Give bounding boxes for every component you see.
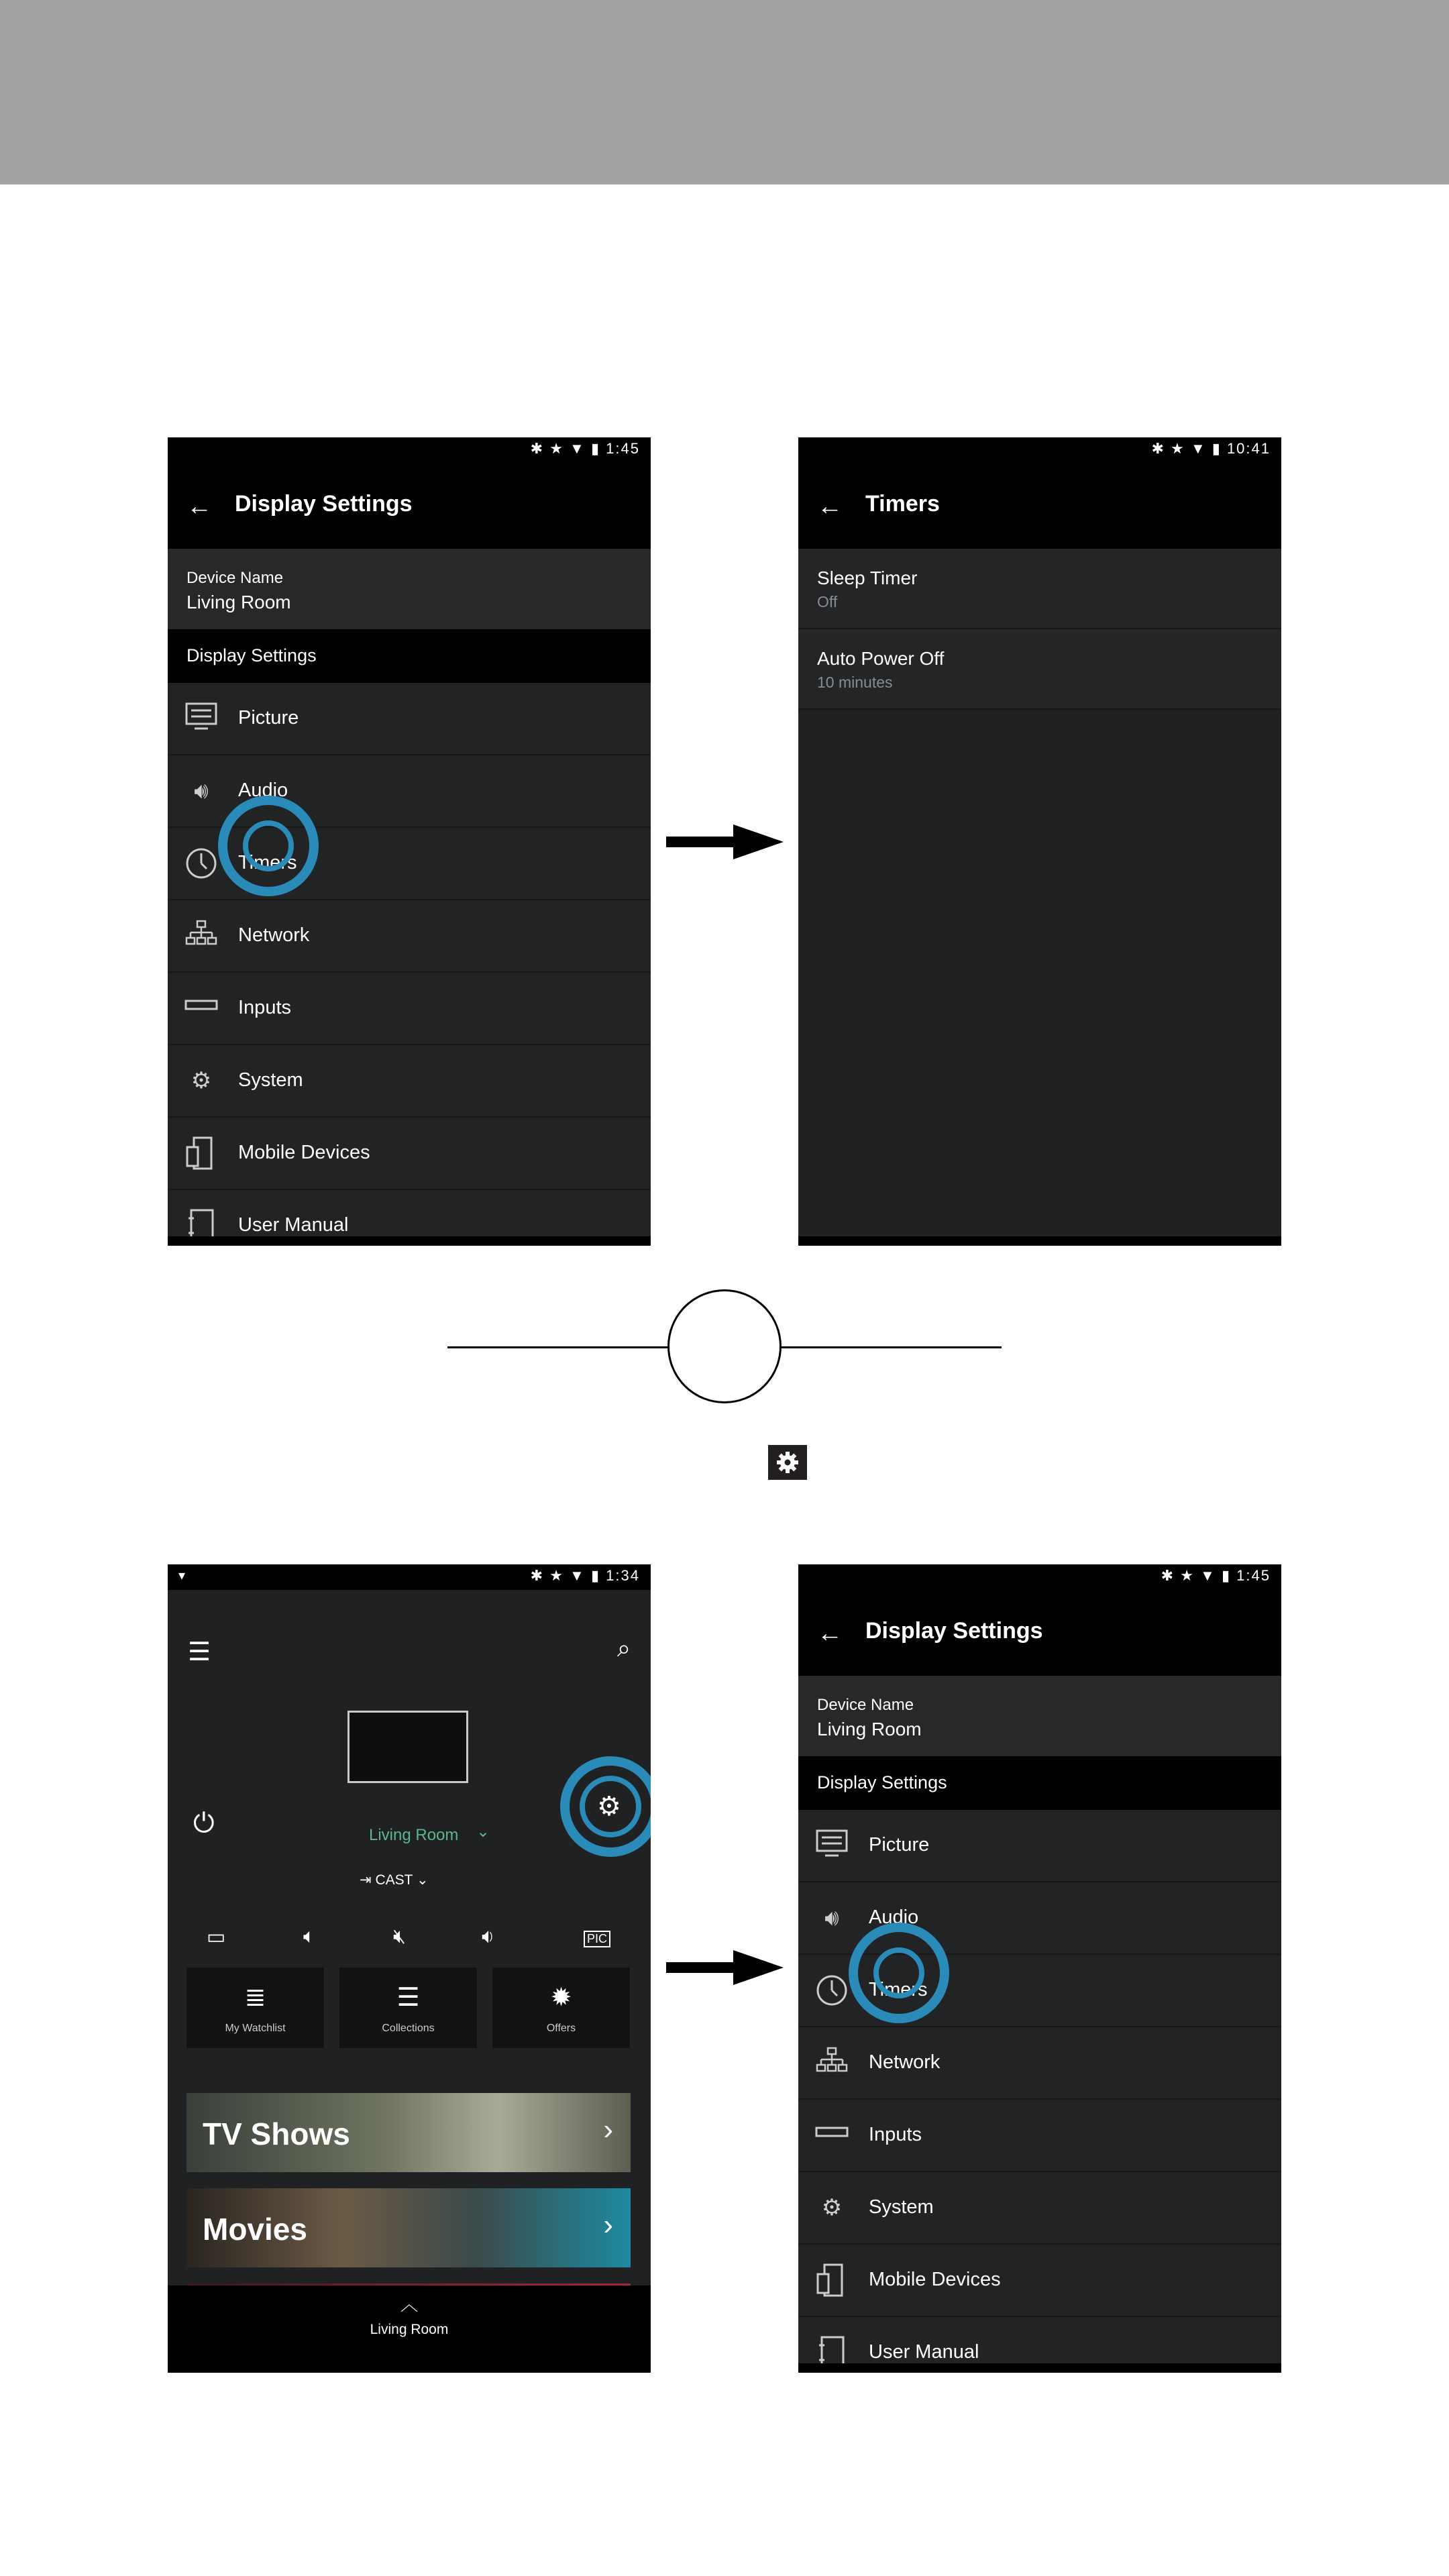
audio-icon: 🔊︎ [824, 1905, 839, 1931]
status-bar [798, 1564, 1281, 1590]
network-icon [184, 919, 219, 953]
chevron-down-icon[interactable]: ⌄ [476, 1823, 490, 1841]
search-icon[interactable]: ⌕ [616, 1634, 631, 1662]
bottom-strip [798, 2363, 1281, 2373]
menu-label-mobile-devices: Mobile Devices [238, 1142, 370, 1163]
picture-mode-icon[interactable]: PIC [584, 1931, 610, 1947]
inputs-icon [814, 2118, 849, 2152]
page-title: Display Settings [235, 491, 413, 517]
tap-highlight-inner-ring [243, 820, 294, 871]
menu-label-network: Network [238, 924, 310, 946]
settings-gear-icon[interactable]: ⚙ [597, 1792, 621, 1821]
system-gear-icon: ⚙ [191, 1068, 212, 1093]
settings-menu [798, 1810, 1281, 2373]
menu-item-network[interactable] [168, 900, 651, 973]
timer-value: Off [817, 593, 838, 610]
watchlist-icon: ≣ [244, 1984, 266, 2012]
tile-my-watchlist[interactable] [186, 1968, 324, 2048]
menu-item-inputs[interactable] [798, 2100, 1281, 2172]
status-icons: ✱ ★ ▼ ▮ [530, 440, 601, 457]
bottom-strip [798, 1236, 1281, 1246]
wifi-icon: ▾ [178, 1568, 186, 1583]
banner-tv-shows[interactable] [186, 2093, 631, 2172]
status-icons: ✱ ★ ▼ ▮ [1151, 440, 1222, 457]
cast-selector[interactable] [360, 1872, 429, 1888]
tile-collections[interactable] [339, 1968, 477, 2048]
timers-list [798, 549, 1281, 710]
chevron-up-icon: ︿ [400, 2294, 418, 2314]
menu-label-network: Network [869, 2051, 941, 2073]
volume-up-icon[interactable]: 🔉︎ [482, 1925, 494, 1947]
menu-label-user-manual: User Manual [869, 2341, 979, 2363]
menu-item-network[interactable] [798, 2027, 1281, 2100]
device-name-label: Device Name [817, 1696, 914, 1714]
chevron-right-icon: › [603, 2208, 613, 2241]
status-icons: ✱ ★ ▼ ▮ [530, 1567, 601, 1584]
input-icon: ⇥ [360, 1872, 372, 1888]
mobile-devices-icon [184, 1136, 219, 1170]
collections-icon: ☰ [396, 1984, 420, 2012]
step-divider-right [780, 1346, 1002, 1348]
system-gear-icon: ⚙ [821, 2195, 843, 2220]
menu-label-system: System [238, 1069, 303, 1091]
mute-icon[interactable]: 🔇︎ [393, 1925, 406, 1947]
remote-main [168, 1590, 651, 2328]
audio-icon: 🔊︎ [194, 778, 209, 804]
section-header-label: Display Settings [186, 645, 317, 665]
status-time: 1:45 [1236, 1567, 1271, 1584]
section-header-label: Display Settings [817, 1772, 947, 1792]
media-controls [168, 1925, 651, 1952]
picture-icon [184, 702, 219, 735]
back-arrow-icon[interactable]: ← [817, 492, 843, 521]
status-bar [168, 1564, 651, 1590]
menu-label-user-manual: User Manual [238, 1214, 349, 1236]
volume-down-icon[interactable]: 🔈︎ [303, 1925, 315, 1947]
power-icon[interactable]: ⏻ [193, 1809, 215, 1838]
timers-icon [814, 1974, 849, 2007]
step-number-circle [667, 1289, 782, 1403]
header-band [0, 0, 1449, 184]
menu-item-mobile-devices[interactable] [798, 2245, 1281, 2317]
menu-item-system[interactable] [168, 1045, 651, 1118]
display-settings-screen-2 [798, 1564, 1281, 2373]
tv-image [347, 1711, 468, 1783]
back-arrow-icon[interactable]: ← [186, 492, 212, 521]
tile-label: Offers [546, 2023, 576, 2034]
offers-icon: ✹ [550, 1984, 572, 2012]
bottom-strip [168, 1236, 651, 1246]
tile-offers[interactable] [492, 1968, 630, 2048]
device-name-row[interactable] [798, 1676, 1281, 1756]
remote-home-screen [168, 1564, 651, 2373]
timer-item-auto-power-off[interactable] [798, 629, 1281, 710]
status-icons: ✱ ★ ▼ ▮ [1161, 1567, 1232, 1584]
back-arrow-icon[interactable]: ← [817, 1619, 843, 1648]
arrow-right-icon [666, 1947, 787, 1988]
timer-value: 10 minutes [817, 674, 893, 691]
device-name-label: Device Name [186, 569, 284, 587]
status-time: 1:45 [606, 440, 640, 457]
inputs-icon [184, 991, 219, 1025]
tile-label: Collections [382, 2023, 435, 2034]
picture-icon [814, 1829, 849, 1862]
remote-footer[interactable] [168, 2286, 651, 2373]
banner-movies[interactable] [186, 2188, 631, 2267]
timer-label: Auto Power Off [817, 648, 945, 669]
section-header [798, 1756, 1281, 1810]
tile-label: My Watchlist [225, 2023, 286, 2034]
status-bar [798, 437, 1281, 463]
device-name-value: Living Room [817, 1719, 922, 1739]
section-header [168, 629, 651, 683]
menu-hamburger-icon[interactable]: ☰ [188, 1638, 211, 1666]
menu-label-audio: Audio [869, 1907, 919, 1928]
network-icon [814, 2046, 849, 2080]
aspect-ratio-icon[interactable]: ▭ [207, 1926, 226, 1948]
status-time: 10:41 [1226, 440, 1271, 457]
timer-label: Sleep Timer [817, 568, 918, 588]
menu-label-mobile-devices: Mobile Devices [869, 2269, 1001, 2290]
menu-item-picture[interactable] [168, 683, 651, 755]
menu-item-system[interactable] [798, 2172, 1281, 2245]
device-selector[interactable]: Living Room [369, 1826, 459, 1844]
timers-screen [798, 437, 1281, 1246]
app-bar [798, 463, 1281, 549]
chevron-down-icon: ⌄ [416, 1872, 429, 1888]
page-title: Display Settings [865, 1618, 1043, 1644]
menu-item-mobile-devices[interactable] [168, 1118, 651, 1190]
cast-label: CAST [375, 1872, 413, 1888]
status-time: 1:34 [606, 1567, 640, 1584]
page-title: Timers [865, 491, 940, 517]
app-bar [798, 1590, 1281, 1676]
banner-label: TV Shows [203, 2116, 350, 2151]
tap-highlight-inner-ring [873, 1947, 924, 1998]
device-name-value: Living Room [186, 592, 291, 612]
device-name-row[interactable] [168, 549, 651, 629]
menu-item-picture[interactable] [798, 1810, 1281, 1882]
menu-label-timers: Timers [869, 1979, 928, 2000]
display-settings-screen [168, 437, 651, 1246]
arrow-right-icon [666, 822, 787, 862]
menu-label-system: System [869, 2196, 934, 2218]
step-divider-left [447, 1346, 669, 1348]
footer-device-label: Living Room [370, 2322, 449, 2337]
menu-item-inputs[interactable] [168, 973, 651, 1045]
menu-label-picture: Picture [238, 707, 299, 729]
settings-gear-icon [768, 1445, 807, 1480]
menu-label-inputs: Inputs [869, 2124, 922, 2145]
timer-item-sleep[interactable] [798, 549, 1281, 629]
mobile-devices-icon [814, 2263, 849, 2297]
banner-label: Movies [203, 2212, 307, 2247]
menu-label-audio: Audio [238, 780, 288, 801]
app-bar [168, 463, 651, 549]
settings-menu [168, 683, 651, 1246]
chevron-right-icon: › [603, 2113, 613, 2146]
menu-label-inputs: Inputs [238, 997, 291, 1018]
menu-label-picture: Picture [869, 1834, 930, 1856]
status-bar [168, 437, 651, 463]
timers-icon [184, 847, 219, 880]
menu-label-timers: Timers [238, 852, 297, 873]
